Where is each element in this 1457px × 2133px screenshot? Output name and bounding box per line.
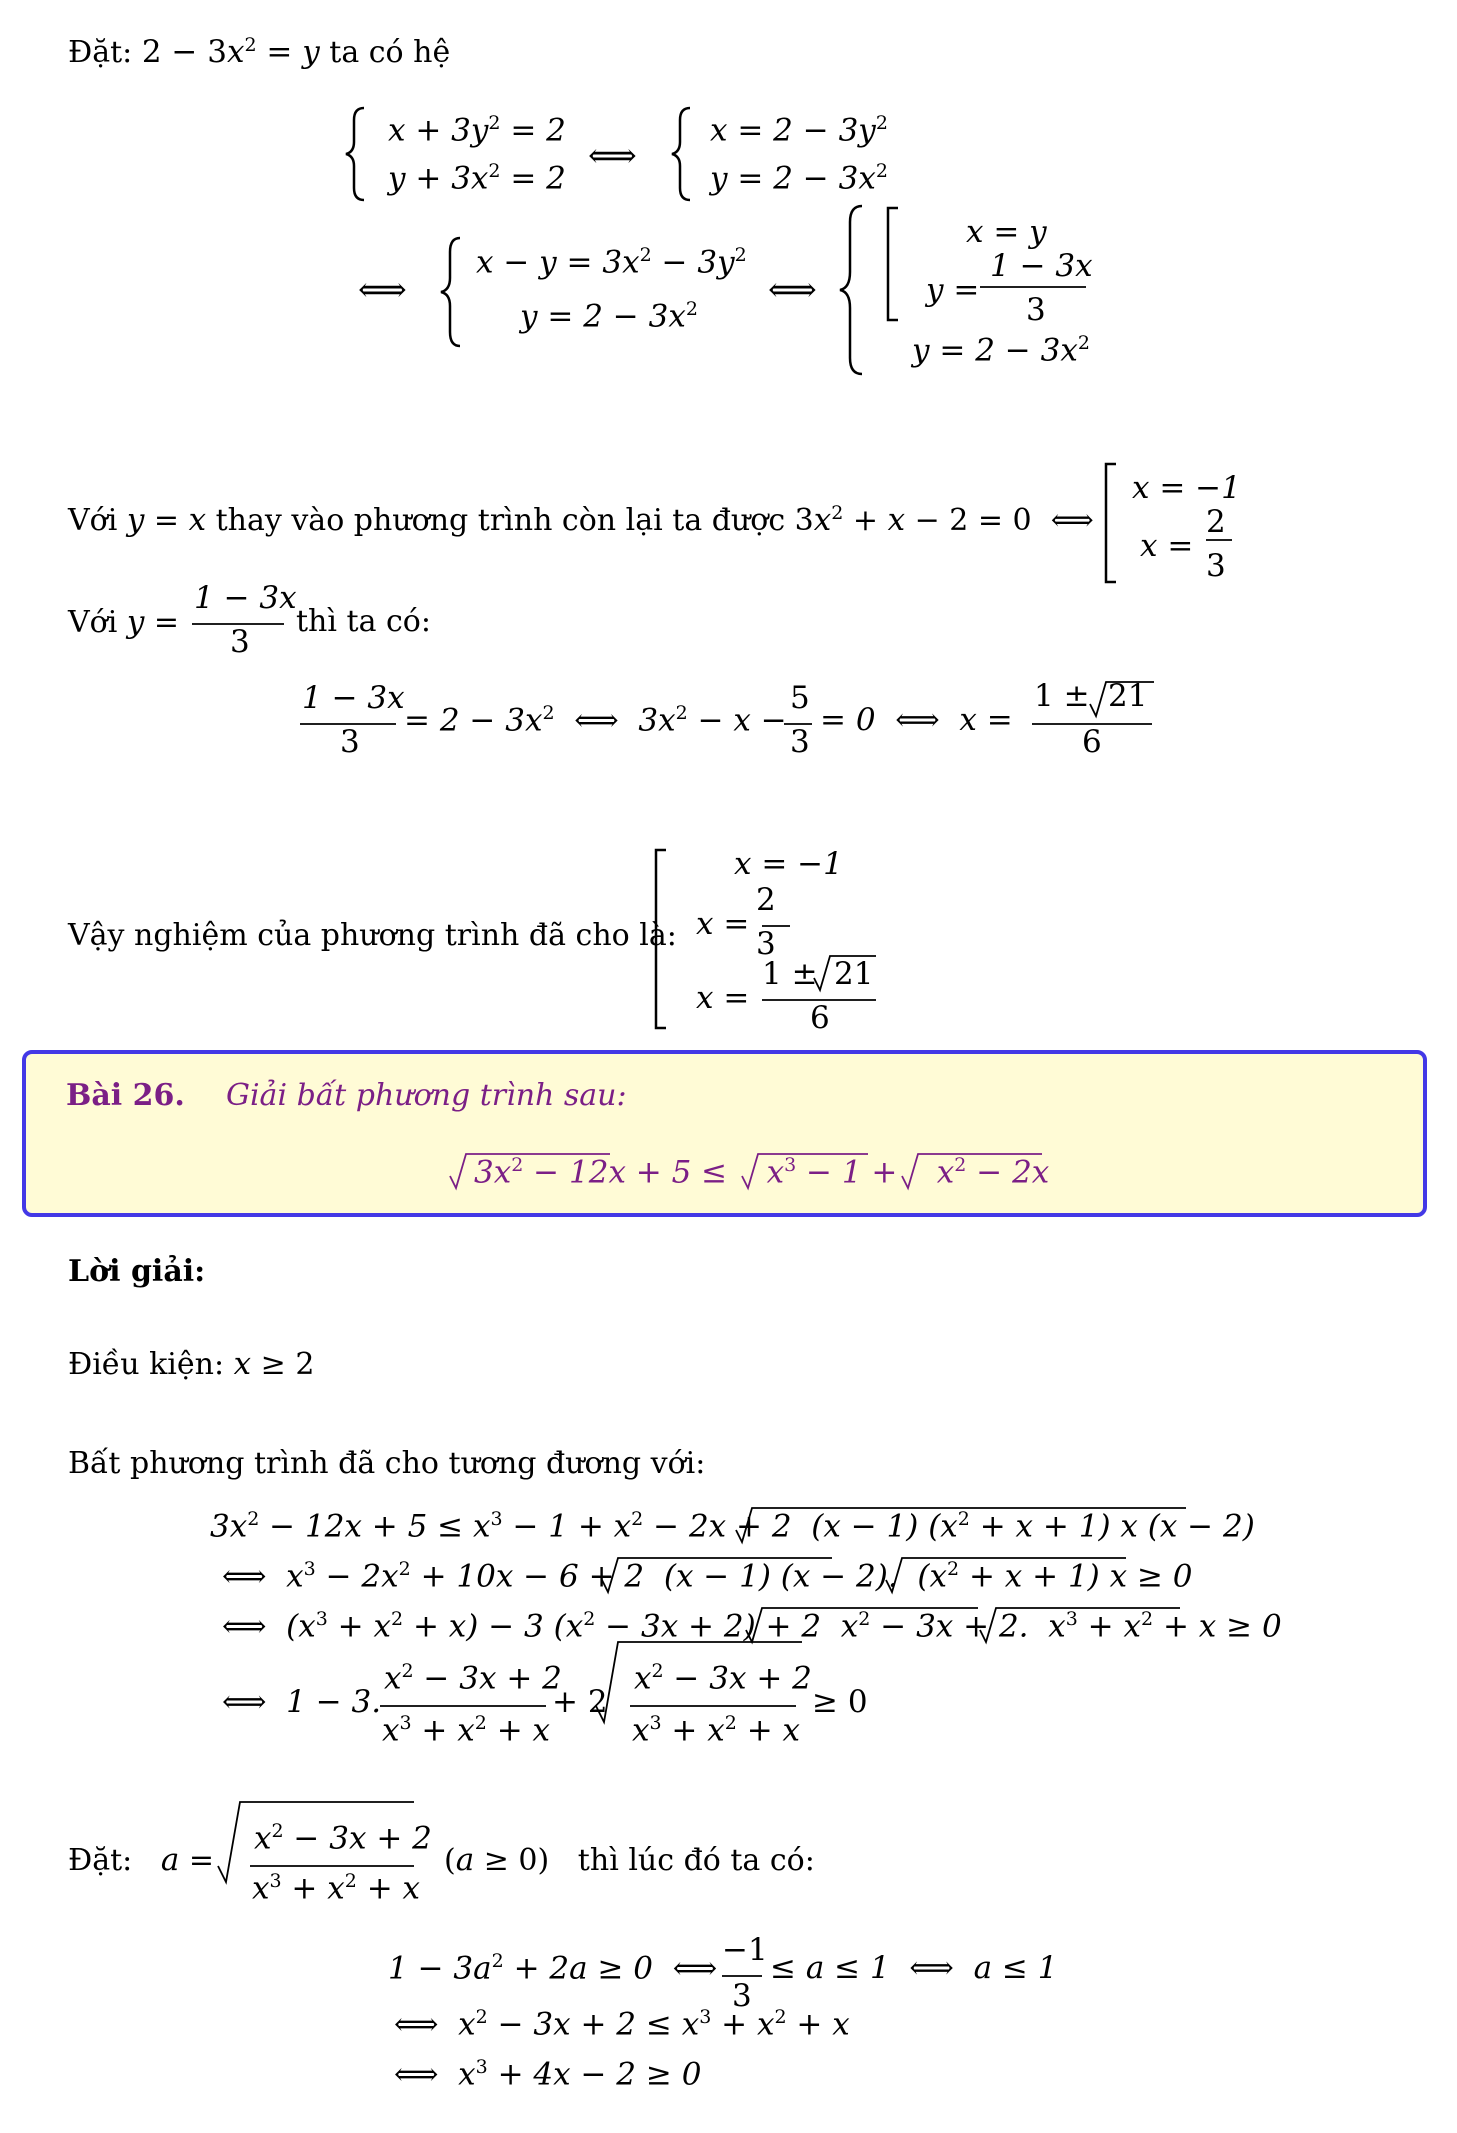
step-3: ⟺ $(x^3 + x^2 + x) - 3$ $(x^2 - 3x + 2) + 2$ $x^2 - 3x + 2$. $x^3 + x^2 + x \ge 0$ [222, 1608, 1282, 1645]
problem-statement: Giải bất phương trình sau: [226, 1078, 627, 1113]
final-1a: $1 - 3a^2 + 2a \ge 0$ ⟺ [388, 1950, 718, 1987]
step-4-d2: $x^3 + x^2 + x$ [632, 1712, 801, 1749]
final-1b: ≤ a ≤ 1 ⟺ a ≤ 1 [770, 1950, 1058, 1986]
conc-root2-lhs: x = [696, 906, 750, 942]
case2-tail: thì ta có: [296, 604, 431, 639]
case1-root2-den: 3 [1206, 548, 1226, 584]
case2-eq-mid2: = 0 ⟺ x = [820, 702, 1013, 738]
case2-eq-n3: 1 ± [1034, 678, 1090, 714]
case2-eq-mid: = $2 - 3x^2$ ⟺ $3x^2 - x$ − [404, 702, 787, 739]
bracket-1 [888, 208, 898, 320]
problem-box [22, 1050, 1427, 1217]
sys1-r1: $x = 2 - 3y^2$ [710, 112, 888, 149]
case2-den: 3 [230, 624, 250, 660]
final-1-num: −1 [722, 1932, 768, 1968]
step-4-n1: $x^2 - 3x + 2$ [384, 1660, 562, 1697]
case2-eq-n3b: 21 [1108, 678, 1148, 714]
case1-root2-num: 2 [1206, 504, 1226, 540]
step-2: ⟺ $x^3 - 2x^2 + 10x - 6 + 2$ (x − 1) (x − 2). $(x^2 + x + 1) x \ge 0$ [222, 1558, 1193, 1595]
subst-den: $x^3 + x^2 + x$ [252, 1870, 421, 1907]
subst-num: $x^2 - 3x + 2$ [254, 1820, 432, 1857]
conclusion-text: Vậy nghiệm của phương trình đã cho là: [68, 918, 677, 953]
sys2-l2: $y = 2 - 3x^2$ [520, 298, 698, 335]
system1-graphic [0, 0, 1457, 400]
brace-left-2 [672, 108, 690, 200]
step-4-mid: + 2 [552, 1684, 608, 1720]
iff-1: ⟺ [588, 136, 637, 176]
conc-root3-den: 6 [810, 1000, 830, 1036]
dat-label: Đặt: [68, 35, 142, 70]
iff-3: ⟺ [768, 270, 817, 310]
case2-eq-n2: 5 [790, 680, 810, 716]
brace-left-3 [441, 238, 460, 346]
problem-inequality-text: $3x^2 - 12x + 5$ ≤ $x^3 - 1$ + $x^2 - 2x$ [474, 1154, 1050, 1191]
brace-left-4 [840, 206, 862, 374]
conc-root1: x = −1 [734, 846, 843, 882]
step-1: $3x^2 - 12x + 5 \le x^3 - 1 + x^2 - 2x + 2$ (x − 1) $(x^2 + x + 1)$ x (x − 2) [210, 1508, 1255, 1545]
sys3-b2-den: 3 [1026, 292, 1046, 328]
sys2-l1: $x - y = 3x^2 - 3y^2$ [476, 244, 747, 281]
dat-line: Đặt: $2 - 3x^2 = y$ ta có hệ [68, 34, 451, 70]
step-4-lhs: ⟺ 1 − 3. [222, 1684, 382, 1720]
conc-root3-lhs: x = [696, 980, 750, 1016]
problem-label: Bài 26. [66, 1078, 185, 1113]
case2-eq-d1: 3 [340, 724, 360, 760]
case2-eq-d2: 3 [790, 724, 810, 760]
case2-eq-n1: 1 − 3x [302, 680, 405, 716]
condition-text: Điều kiện: x ≥ 2 [68, 1346, 315, 1382]
solution-heading: Lời giải: [68, 1254, 206, 1289]
sys3-b1: x = y [966, 214, 1047, 250]
case2-num: 1 − 3x [194, 580, 297, 616]
iff-2: ⟺ [358, 270, 407, 310]
sys3-last: $y = 2 - 3x^2$ [912, 332, 1090, 369]
sys1-l2: $y + 3x^2 = 2$ [388, 160, 566, 197]
sys3-b2-lhs: y = [926, 272, 980, 308]
sys3-b2-num: 1 − 3x [990, 248, 1093, 284]
subst-label: Đặt: a = [68, 1842, 215, 1878]
equiv-intro: Bất phương trình đã cho tương đương với: [68, 1446, 706, 1481]
case2-eq-d3: 6 [1082, 724, 1102, 760]
step-4-tail: ≥ 0 [812, 1684, 868, 1720]
subst-tail: (a ≥ 0) thì lúc đó ta có: [444, 1842, 815, 1878]
conc-root2-num: 2 [756, 882, 776, 918]
case1-root1: x = −1 [1132, 470, 1241, 506]
sys1-l1: $x + 3y^2 = 2$ [388, 112, 566, 149]
conc-root2-den: 3 [756, 926, 776, 962]
step-4-d1: $x^3 + x^2 + x$ [382, 1712, 551, 1749]
case1-root2-lhs: x = [1140, 528, 1194, 564]
final-3: ⟺ $x^3 + 4x - 2 \ge 0$ [394, 2056, 702, 2093]
conc-root3-num: 1 ± [762, 956, 818, 992]
final-1-den: 3 [732, 1978, 752, 2014]
brace-left-1 [346, 108, 364, 200]
sys1-r2: $y = 2 - 3x^2$ [710, 160, 888, 197]
final-2: ⟺ $x^2 - 3x + 2 \le x^3 + x^2 + x$ [394, 2006, 850, 2043]
step-4-n2: $x^2 - 3x + 2$ [634, 1660, 812, 1697]
conc-root3-numb: 21 [834, 956, 874, 992]
case2-text: Với y = [68, 604, 180, 640]
case1-text: Với y = x thay vào phương trình còn lại ta được $3x^2 + x - 2 = 0$ ⟺ [68, 502, 1094, 538]
